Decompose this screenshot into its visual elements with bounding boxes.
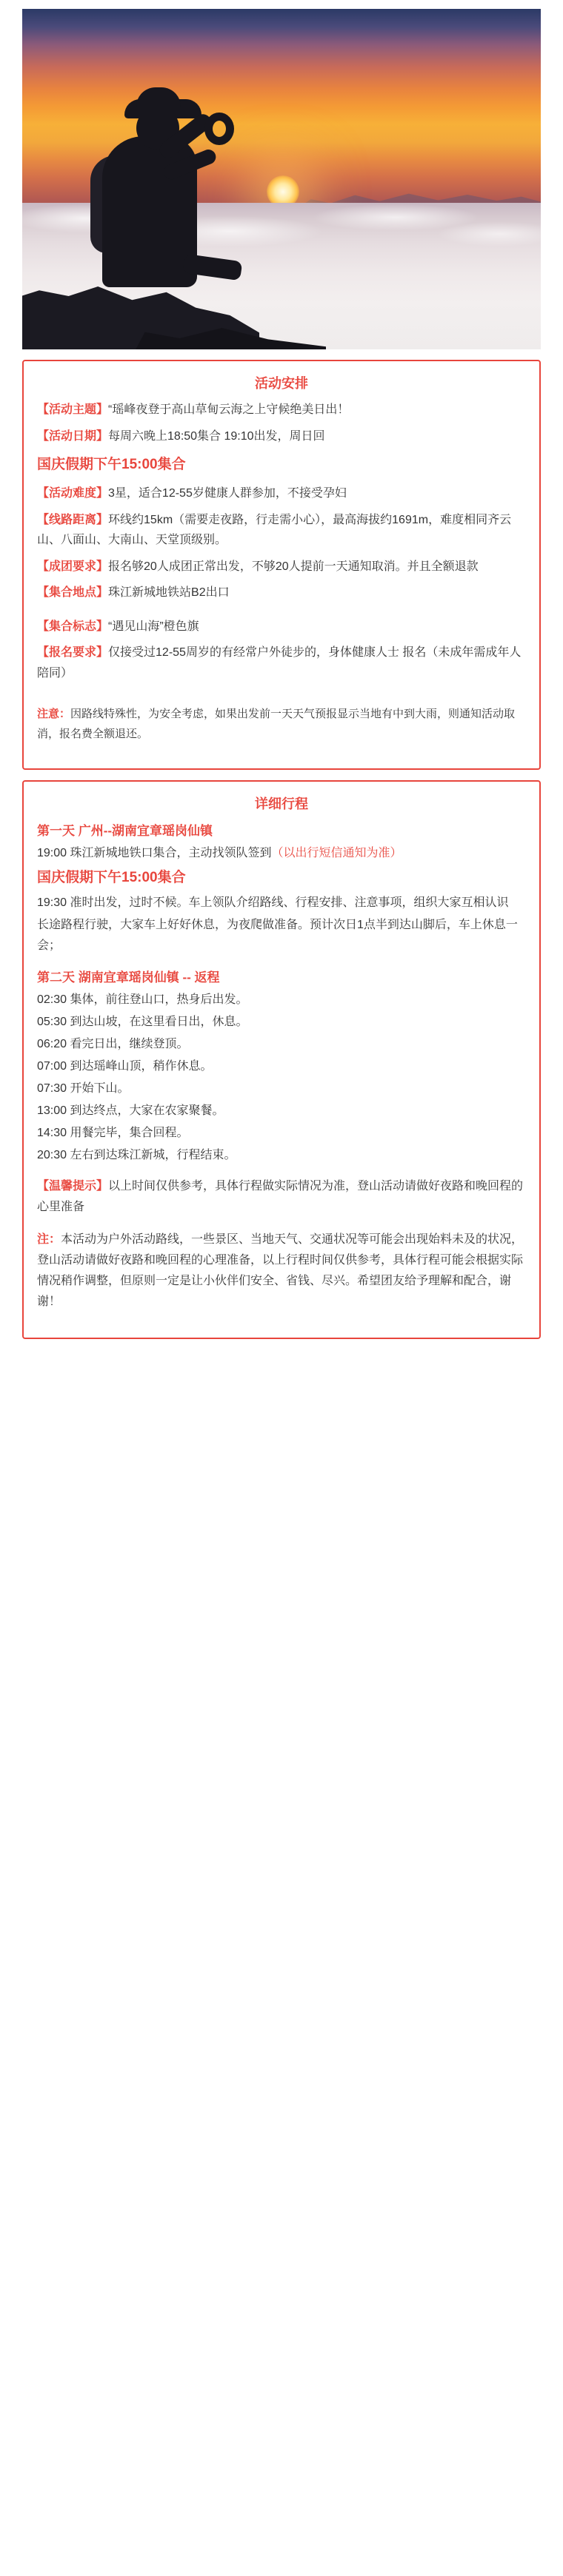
itinerary-card xyxy=(22,780,541,1338)
hiker-silhouette xyxy=(73,73,243,287)
day2-item-4 xyxy=(37,1056,526,1077)
schedule-row-signup-tag: 【报名要求】 xyxy=(37,646,109,660)
schedule-row-distance xyxy=(37,510,526,551)
day1-item-1-suffix: （以出行短信通知为准） xyxy=(271,847,402,860)
schedule-note xyxy=(37,704,526,744)
day2-item-2-time: 05:30 xyxy=(37,1015,67,1028)
day2-item-5-time: 07:30 xyxy=(37,1081,67,1095)
schedule-row-meetsign xyxy=(37,617,526,637)
day2-item-7 xyxy=(37,1123,526,1144)
footer-note xyxy=(37,1230,526,1312)
schedule-row-signup-text: 仅接受过12-55周岁的有经常户外徒步的，身体健康人士 报名（未成年需成年人陪同） xyxy=(37,646,522,680)
schedule-row-distance-text: 环线约15km（需要走夜路，行走需小心），最高海拔约1691m，难度相同齐云山、八面山、大南山、天堂顶级别。 xyxy=(37,513,512,547)
day2-item-3 xyxy=(37,1034,526,1055)
day1-heading: 第一天 广州--湖南宜章瑶岗仙镇 xyxy=(37,824,213,839)
day1-item-2-text: 准时出发，过时不候。车上领队介绍路线、行程安排、注意事项，组织大家互相认识 xyxy=(70,896,509,909)
schedule-row-holiday xyxy=(37,452,526,477)
day1-item-1-time: 19:00 xyxy=(37,847,67,860)
warm-tip-tag: 【温馨提示】 xyxy=(37,1179,109,1193)
schedule-row-date-tag: 【活动日期】 xyxy=(37,429,109,443)
schedule-row-theme xyxy=(37,400,526,420)
day2-item-8-time: 20:30 xyxy=(37,1148,67,1161)
day2-item-7-text: 用餐完毕，集合回程。 xyxy=(70,1126,189,1139)
day2-item-1-text: 集体，前往登山口，热身后出发。 xyxy=(70,993,248,1006)
day2-item-8-text: 左右到达珠江新城，行程结束。 xyxy=(70,1148,236,1161)
day2-item-4-text: 到达瑶峰山顶，稍作休息。 xyxy=(70,1059,213,1073)
schedule-row-difficulty-text: 3星，适合12-55岁健康人群参加，不接受孕妇 xyxy=(108,487,347,500)
day2-item-6-time: 13:00 xyxy=(37,1104,67,1117)
schedule-card xyxy=(22,360,541,770)
spacer-2 xyxy=(37,689,526,697)
day1-item-1-text: 珠江新城地铁口集合，主动找领队签到 xyxy=(70,847,272,860)
day1-holiday-highlight: 国庆假期下午15:00集合 xyxy=(37,870,186,886)
day1-item-3-text: 长途路程行驶，大家车上好好休息，为夜爬做准备。预计次日1点半到达山脚后，车上休息一会； xyxy=(37,918,518,952)
day2-item-5 xyxy=(37,1079,526,1099)
schedule-row-group-tag: 【成团要求】 xyxy=(37,560,109,573)
warm-tip-text: 以上时间仅供参考，具体行程做实际情况为准，登山活动请做好夜路和晚回程的心里准备 xyxy=(37,1179,524,1213)
day2-item-3-text: 看完日出，继续登顶。 xyxy=(70,1037,189,1050)
schedule-row-theme-text: “瑶峰夜登于高山草甸云海之上守候绝美日出！ xyxy=(108,403,350,416)
schedule-row-signup xyxy=(37,643,526,683)
schedule-row-meetsign-tag: 【集合标志】 xyxy=(37,620,109,633)
schedule-row-date-text: 每周六晚上18:50集合 19:10出发，周日回 xyxy=(108,429,325,443)
hero-photo xyxy=(22,9,541,349)
schedule-note-tag: 注意： xyxy=(37,708,71,721)
day2-item-5-text: 开始下山。 xyxy=(70,1081,130,1095)
footer-note-text: 本活动为户外活动路线，一些景区、当地天气、交通状况等可能会出现始料未及的状况，登山活动请做好夜路和晚回程的心理准备，以上行程时间仅供参考，具体行程可能会根据实际情况稍作调整，但原则一定是让小伙伴们安全、省钱、尽兴。希望团友给予理解和配合，谢谢！ xyxy=(37,1232,524,1308)
day1-item-3 xyxy=(37,915,526,956)
schedule-card-title: 活动安排 xyxy=(255,376,308,391)
schedule-holiday-highlight: 国庆假期下午15:00集合 xyxy=(37,457,186,473)
article-page xyxy=(0,9,563,1354)
itinerary-card-title: 详细行程 xyxy=(255,796,308,812)
schedule-row-difficulty xyxy=(37,483,526,504)
schedule-row-meetpoint-text: 珠江新城地铁站B2出口 xyxy=(108,586,230,600)
day1-holiday-highlight-row xyxy=(37,865,526,890)
day1-item-2-time: 19:30 xyxy=(37,896,67,909)
spacer xyxy=(37,609,526,617)
day2-item-1-time: 02:30 xyxy=(37,993,67,1006)
schedule-row-difficulty-tag: 【活动难度】 xyxy=(37,487,109,500)
day2-item-2 xyxy=(37,1012,526,1033)
day1-item-2 xyxy=(37,893,526,913)
schedule-row-meetsign-text: “遇见山海”橙色旗 xyxy=(108,620,199,633)
day2-item-6 xyxy=(37,1101,526,1121)
hands-circle-shape xyxy=(204,113,234,145)
day2-item-7-time: 14:30 xyxy=(37,1126,67,1139)
warm-tip xyxy=(37,1176,526,1218)
schedule-row-date xyxy=(37,426,526,447)
day2-item-3-time: 06:20 xyxy=(37,1037,67,1050)
day2-item-8 xyxy=(37,1145,526,1166)
schedule-row-theme-tag: 【活动主题】 xyxy=(37,403,109,416)
schedule-row-meetpoint xyxy=(37,583,526,603)
schedule-row-group xyxy=(37,557,526,577)
schedule-note-text: 因路线特殊性，为安全考虑，如果出发前一天天气预报显示当地有中到大雨，则通知活动取消，报名费全额退还。 xyxy=(37,708,516,741)
day2-item-6-text: 到达终点，大家在农家聚餐。 xyxy=(70,1104,224,1117)
day2-heading: 第二天 湖南宜章瑶岗仙镇 -- 返程 xyxy=(37,970,220,985)
hat-crown-shape xyxy=(136,87,181,107)
day1-item-1 xyxy=(37,843,526,864)
day2-item-1 xyxy=(37,990,526,1010)
day2-item-4-time: 07:00 xyxy=(37,1059,67,1073)
schedule-row-distance-tag: 【线路距离】 xyxy=(37,513,109,526)
schedule-row-group-text: 报名够20人成团正常出发，不够20人提前一天通知取消。并且全额退款 xyxy=(108,560,479,573)
schedule-row-meetpoint-tag: 【集合地点】 xyxy=(37,586,109,600)
day2-item-2-text: 到达山坡，在这里看日出，休息。 xyxy=(70,1015,248,1028)
footer-note-tag: 注： xyxy=(37,1232,61,1246)
